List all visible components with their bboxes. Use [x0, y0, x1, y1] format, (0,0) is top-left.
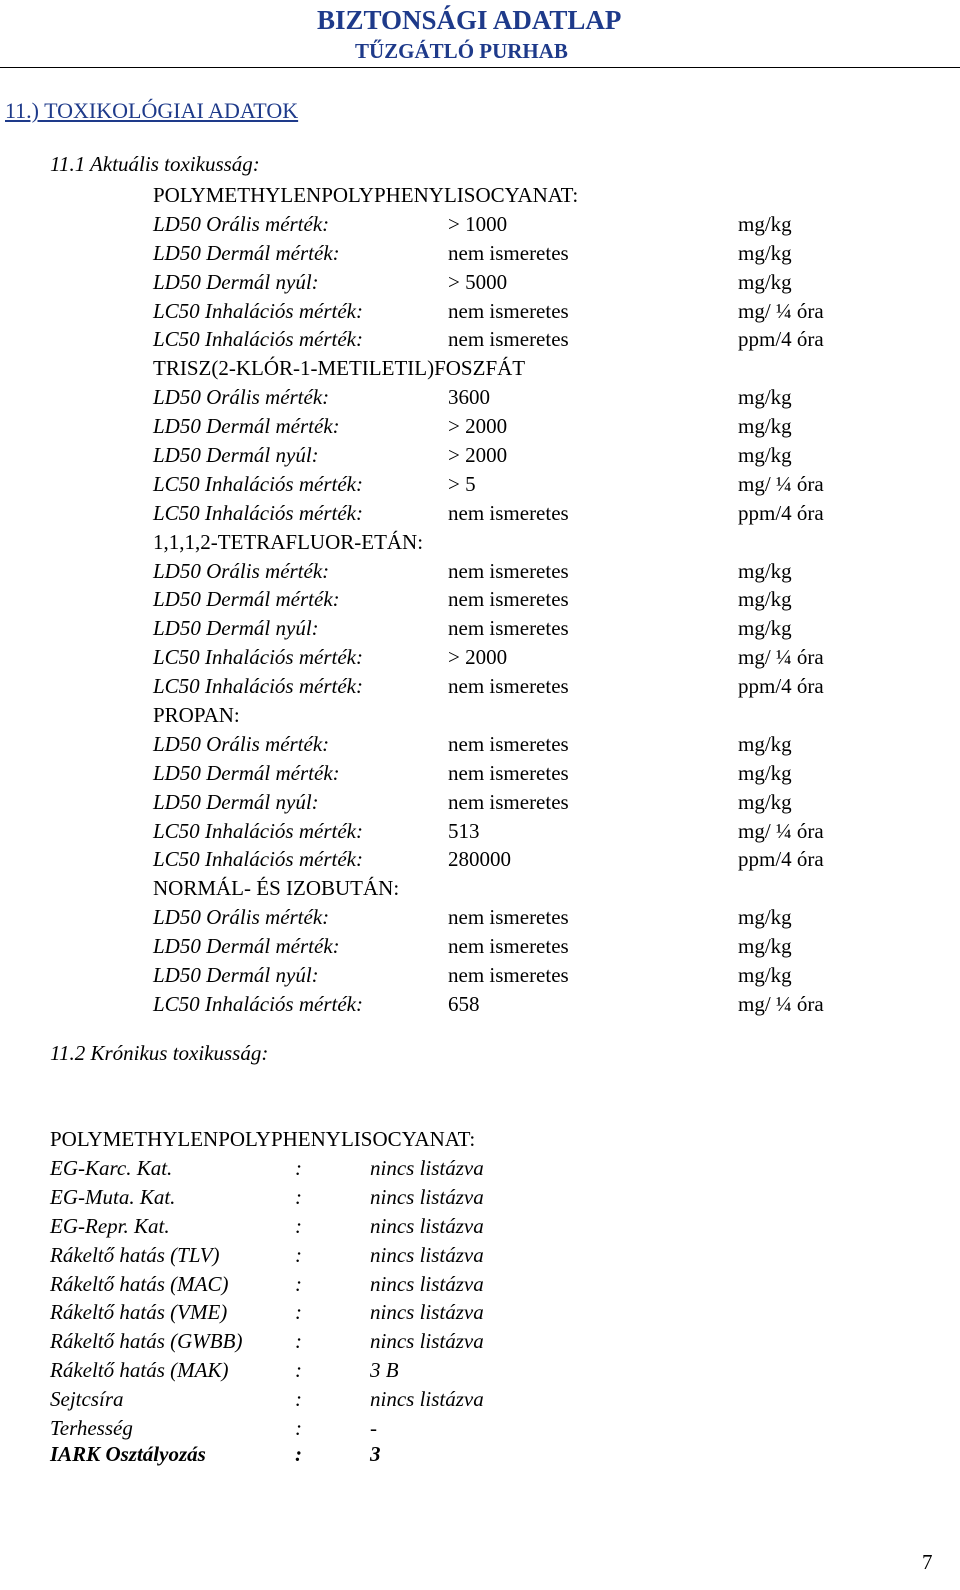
row-unit: ppm/4 óra: [738, 327, 824, 352]
toxicity-row: [153, 788, 943, 817]
toxicity-row: [153, 759, 943, 788]
row-label: LD50 Orális mérték:: [153, 731, 330, 756]
row-label: LD50 Dermál nyúl:: [153, 616, 319, 641]
toxicity-row: [153, 730, 943, 759]
chronic-separator: :: [295, 1358, 302, 1383]
toxicity-row: [153, 557, 943, 586]
row-unit: ppm/4 óra: [738, 674, 824, 699]
row-value: 658: [448, 991, 480, 1016]
row-label: LC50 Inhalációs mérték:: [153, 471, 363, 496]
row-unit: mg/kg: [738, 240, 792, 265]
row-value: > 2000: [448, 645, 508, 670]
toxicity-row: [153, 961, 943, 990]
row-label: LC50 Inhalációs mérték:: [153, 645, 363, 670]
chronic-key: Rákeltő hatás (TLV): [50, 1242, 220, 1267]
row-value: nem ismeretes: [448, 240, 569, 265]
chronic-key: Rákeltő hatás (VME): [50, 1300, 228, 1325]
row-unit: mg/kg: [738, 760, 792, 785]
row-value: nem ismeretes: [448, 558, 569, 583]
toxicity-row: [153, 903, 943, 932]
toxicity-row: [153, 441, 943, 470]
chronic-separator: :: [295, 1300, 302, 1325]
acute-heading: 11.1 Aktuális toxikusság:: [50, 152, 260, 176]
chronic-row: [50, 1212, 750, 1241]
row-unit: mg/ ¼ óra: [738, 991, 824, 1016]
chronic-row: [50, 1414, 750, 1443]
row-label: LD50 Dermál mérték:: [153, 760, 340, 785]
chronic-key: EG-Karc. Kat.: [50, 1156, 173, 1180]
substance-name: PROPAN:: [153, 703, 240, 728]
chronic-toxicity-list: [50, 1125, 750, 1443]
chronic-separator: :: [295, 1184, 302, 1209]
chronic-value: nincs listázva: [370, 1300, 484, 1325]
row-value: > 2000: [448, 443, 508, 468]
chronic-key: Sejtcsíra: [50, 1387, 124, 1412]
row-unit: ppm/4 óra: [738, 500, 824, 525]
row-label: LC50 Inhalációs mérték:: [153, 991, 363, 1016]
chronic-separator: :: [295, 1416, 302, 1441]
chronic-key: EG-Muta. Kat.: [50, 1184, 176, 1209]
toxicity-row: [153, 297, 943, 326]
toxicity-row: [153, 239, 943, 268]
chronic-key: Rákeltő hatás (MAK): [50, 1358, 229, 1383]
row-unit: mg/kg: [738, 443, 792, 468]
row-value: nem ismeretes: [448, 616, 569, 641]
chronic-separator: :: [295, 1156, 302, 1180]
toxicity-row: [153, 932, 943, 961]
chronic-key: Rákeltő hatás (GWBB): [50, 1329, 243, 1354]
row-value: 513: [448, 818, 480, 843]
header-rule: [0, 67, 960, 68]
chronic-value: nincs listázva: [370, 1242, 484, 1267]
row-unit: mg/ ¼ óra: [738, 298, 824, 323]
row-label: LD50 Dermál nyúl:: [153, 269, 319, 294]
chronic-value: nincs listázva: [370, 1271, 484, 1296]
row-value: 3600: [448, 385, 490, 410]
toxicity-row: [153, 470, 943, 499]
chronic-row: [50, 1385, 750, 1414]
iark-value: 3: [370, 1442, 381, 1466]
chronic-value: nincs listázva: [370, 1184, 484, 1209]
row-value: > 1000: [448, 211, 508, 236]
row-label: LD50 Dermál mérték:: [153, 414, 340, 439]
row-value: nem ismeretes: [448, 587, 569, 612]
row-value: nem ismeretes: [448, 789, 569, 814]
row-label: LC50 Inhalációs mérték:: [153, 674, 363, 699]
row-label: LD50 Dermál mérték:: [153, 240, 340, 265]
chronic-separator: :: [295, 1387, 302, 1412]
row-unit: mg/kg: [738, 616, 792, 641]
row-value: 280000: [448, 847, 511, 872]
chronic-row: [50, 1298, 750, 1327]
row-unit: mg/ ¼ óra: [738, 818, 824, 843]
row-unit: mg/ ¼ óra: [738, 645, 824, 670]
chronic-row: [50, 1270, 750, 1299]
row-label: LD50 Orális mérték:: [153, 211, 330, 236]
toxicity-row: [153, 990, 943, 1019]
row-value: nem ismeretes: [448, 731, 569, 756]
iark-separator: :: [295, 1442, 302, 1466]
chronic-key: EG-Repr. Kat.: [50, 1213, 170, 1238]
row-unit: mg/kg: [738, 963, 792, 988]
row-value: > 2000: [448, 414, 508, 439]
row-value: nem ismeretes: [448, 327, 569, 352]
row-label: LD50 Orális mérték:: [153, 905, 330, 930]
chronic-key: Terhesség: [50, 1416, 133, 1441]
toxicity-row: [153, 268, 943, 297]
row-value: nem ismeretes: [448, 905, 569, 930]
chronic-row: [50, 1183, 750, 1212]
iark-classification: [50, 1440, 750, 1469]
substance-name: 1,1,1,2-TETRAFLUOR-ETÁN:: [153, 529, 424, 554]
substance-name: NORMÁL- ÉS IZOBUTÁN:: [153, 876, 400, 901]
section-heading: 11.) TOXIKOLÓGIAI ADATOK: [5, 98, 299, 123]
row-value: nem ismeretes: [448, 674, 569, 699]
chronic-value: 3 B: [370, 1358, 399, 1383]
chronic-substance-name: POLYMETHYLENPOLYPHENYLISOCYANAT:: [50, 1127, 476, 1151]
row-label: LC50 Inhalációs mérték:: [153, 298, 363, 323]
row-value: nem ismeretes: [448, 934, 569, 959]
row-value: > 5000: [448, 269, 508, 294]
row-value: nem ismeretes: [448, 298, 569, 323]
chronic-row: [50, 1327, 750, 1356]
row-unit: mg/kg: [738, 558, 792, 583]
chronic-value: nincs listázva: [370, 1156, 484, 1180]
row-value: nem ismeretes: [448, 500, 569, 525]
document-subtitle: TŰZGÁTLÓ PURHAB: [355, 39, 568, 63]
chronic-value: nincs listázva: [370, 1213, 484, 1238]
row-label: LD50 Dermál mérték:: [153, 934, 340, 959]
row-unit: mg/kg: [738, 211, 792, 236]
row-label: LD50 Dermál mérték:: [153, 587, 340, 612]
row-label: LD50 Orális mérték:: [153, 558, 330, 583]
row-label: LC50 Inhalációs mérték:: [153, 500, 363, 525]
row-unit: mg/kg: [738, 789, 792, 814]
row-label: LC50 Inhalációs mérték:: [153, 847, 363, 872]
chronic-heading: 11.2 Krónikus toxikusság:: [50, 1041, 269, 1065]
chronic-value: -: [370, 1416, 377, 1441]
toxicity-row: [153, 672, 943, 701]
toxicity-row: [153, 210, 943, 239]
row-unit: mg/kg: [738, 731, 792, 756]
chronic-value: nincs listázva: [370, 1329, 484, 1354]
row-unit: mg/kg: [738, 269, 792, 294]
row-unit: mg/kg: [738, 587, 792, 612]
row-unit: mg/kg: [738, 385, 792, 410]
chronic-key: Rákeltő hatás (MAC): [50, 1271, 229, 1296]
acute-toxicity-table: [153, 181, 943, 1019]
row-label: LC50 Inhalációs mérték:: [153, 818, 363, 843]
row-value: nem ismeretes: [448, 760, 569, 785]
substance-name: TRISZ(2-KLÓR-1-METILETIL)FOSZFÁT: [153, 356, 526, 381]
chronic-separator: :: [295, 1242, 302, 1267]
chronic-row: [50, 1356, 750, 1385]
chronic-separator: :: [295, 1271, 302, 1296]
toxicity-row: [153, 614, 943, 643]
toxicity-row: [153, 817, 943, 846]
row-unit: ppm/4 óra: [738, 847, 824, 872]
row-unit: mg/kg: [738, 905, 792, 930]
toxicity-row: [153, 585, 943, 614]
page-number: 7: [922, 1550, 933, 1574]
document-title: BIZTONSÁGI ADATLAP: [317, 5, 622, 35]
chronic-row: [50, 1154, 750, 1183]
row-unit: mg/kg: [738, 934, 792, 959]
chronic-value: nincs listázva: [370, 1387, 484, 1412]
iark-label: IARK Osztályozás: [50, 1442, 206, 1466]
toxicity-row: [153, 412, 943, 441]
row-label: LD50 Dermál nyúl:: [153, 963, 319, 988]
row-label: LC50 Inhalációs mérték:: [153, 327, 363, 352]
chronic-separator: :: [295, 1213, 302, 1238]
toxicity-row: [153, 383, 943, 412]
row-unit: mg/ ¼ óra: [738, 471, 824, 496]
chronic-separator: :: [295, 1329, 302, 1354]
toxicity-row: [153, 643, 943, 672]
toxicity-row: [153, 325, 943, 354]
row-unit: mg/kg: [738, 414, 792, 439]
row-label: LD50 Dermál nyúl:: [153, 443, 319, 468]
chronic-row: [50, 1241, 750, 1270]
row-label: LD50 Dermál nyúl:: [153, 789, 319, 814]
toxicity-row: [153, 499, 943, 528]
row-label: LD50 Orális mérték:: [153, 385, 330, 410]
substance-name: POLYMETHYLENPOLYPHENYLISOCYANAT:: [153, 183, 579, 207]
row-value: > 5: [448, 471, 476, 496]
toxicity-row: [153, 845, 943, 874]
row-value: nem ismeretes: [448, 963, 569, 988]
